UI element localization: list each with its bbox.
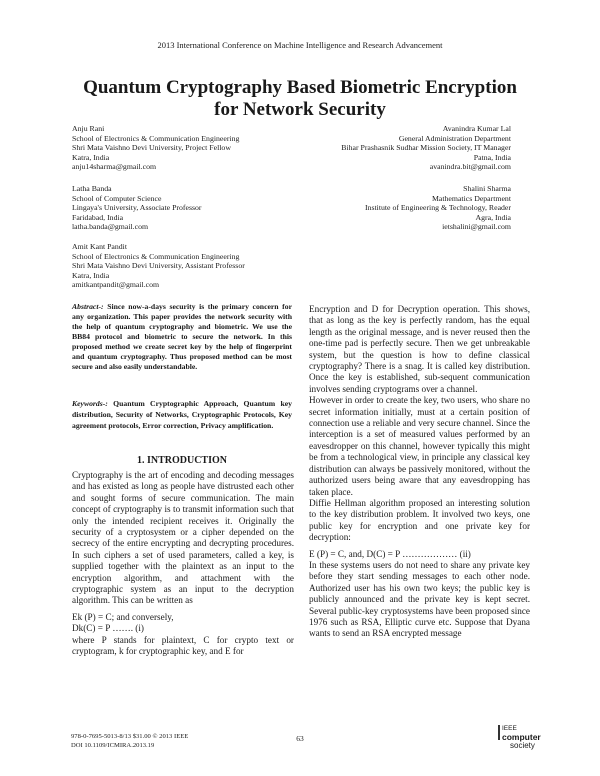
- author-org: Institute of Engineering & Technology, Reader: [364, 203, 511, 213]
- title-line-1: Quantum Cryptography Based Biometric Encryption: [83, 77, 517, 98]
- right-column: [309, 304, 530, 640]
- body-paragraph: Diffie Hellman algorithm proposed an interesting solution to the key distribution problem. It involved two keys, one public key for encryption and one private key for decryption:: [309, 497, 530, 543]
- author-dept: Mathematics Department: [431, 193, 511, 203]
- keywords-text: Quantum Cryptographic Approach, Quantum key distribution, Security of Networks, Cryptographic Protocols, Key agreement protocols, Error correction, Privacy amplification.: [72, 399, 292, 430]
- author-dept: School of Electronics & Communication Engineering: [72, 251, 240, 261]
- intro-paragraph: Cryptography is the art of encoding and decoding messages and has existed as long as people have distrusted each other and sought forms of secure communication. The main concept of cryptography is to transmit information such that only the intended recipient receives it. Originally the security of a cryptosystem or a cipher depended on the secrecy of the entire encrypting and decrypting procedures. In such ciphers a set of used parameters, called a key, is supplied together with the plaintext as an input to the encryption algorithm, and attachment with the cryptographic system as an input to the decryption algorithm. This can be written as: [72, 470, 294, 606]
- author-block-3: [72, 242, 245, 290]
- ieee-computer-society-logo: [480, 725, 552, 755]
- equation-line: Ek (P) = C; and conversely,: [72, 611, 174, 622]
- logo-bot-text: society: [510, 741, 535, 750]
- logo-mid-text: computer: [502, 732, 541, 742]
- footer-doi: DOI 10.1109/ICMIRA.2013.19: [71, 741, 155, 749]
- page-number: 63: [296, 734, 304, 743]
- body-paragraph: However in order to create the key, two users, who share no secret information initially, must at a certain position of connection use a reliable and very secure channel. Since the interception is a set of measured values performed by an eavesdropper on this channel, however typically this might be from a technological view, in principle any classical key distribution can always be passively monitored, without the authorized users being aware that any eavesdropping has taken place.: [309, 395, 530, 497]
- left-column: [72, 470, 294, 658]
- body-paragraph: Encryption and D for Decryption operation. This shows, that as long as the key is perfectly random, has the equal length as the original message, and is never reused then the one-time pad is perfectly secure. Then we get unbreakable system, but the question is how to define classical cryptography? There is a snag. It is called key distribution. Once the key is established, sub-sequent communication involves sending cryptograms over a channel.: [309, 304, 530, 394]
- author-email: ietshalini@gmail.com: [442, 222, 511, 232]
- author-block-4: [341, 124, 511, 172]
- abstract-lead: Abstract-:: [72, 302, 104, 311]
- author-email: latha.banda@gmail.com: [72, 222, 149, 232]
- equation-line: Dk(C) = P ……. (i): [72, 623, 144, 634]
- author-dept: School of Computer Science: [72, 193, 162, 203]
- footer-isbn: 978-0-7695-5013-8/13 $31.00 © 2013 IEEE: [71, 733, 189, 740]
- logo-mark-icon: [498, 725, 500, 740]
- keywords: [72, 398, 292, 431]
- author-location: Katra, India: [72, 270, 110, 280]
- author-location: Agra, India: [475, 212, 511, 222]
- author-name: Amit Kant Pandit: [72, 242, 128, 251]
- author-name: Latha Banda: [72, 184, 112, 193]
- author-email: avanindra.bit@gmail.com: [429, 162, 511, 172]
- body-paragraph: where P stands for plaintext, C for crypto text or cryptogram, k for cryptographic key, and E for: [72, 634, 294, 657]
- conference-header: 2013 International Conference on Machine Intelligence and Research Advancement: [157, 40, 443, 50]
- body-paragraph: In these systems users do not need to share any private key before they start sending messages to each other node. Authorized user has his own two keys; the public key is publicly announced and the private key is kept secret. Several public-key cryptosystems have been proposed since 1976 such as RSA, Elliptic curve etc. Suppose that Dyana wants to send an RSA encrypted message: [309, 559, 530, 639]
- author-location: Patna, India: [473, 152, 511, 162]
- author-location: Katra, India: [72, 152, 110, 162]
- author-name: Anju Rani: [72, 124, 105, 133]
- equation-line: E (P) = C, and, D(C) = P ……………… (ii): [309, 548, 471, 559]
- author-email: anju14sharma@gmail.com: [72, 162, 157, 172]
- author-block-5: [365, 184, 511, 232]
- author-org: Shri Mata Vaishno Devi University, Assistant Professor: [72, 261, 245, 271]
- section-heading-introduction: 1. INTRODUCTION: [136, 455, 227, 466]
- author-dept: General Administration Department: [398, 133, 511, 143]
- author-name: Avanindra Kumar Lal: [442, 124, 511, 133]
- author-org: Lingaya's University, Associate Professor: [72, 203, 202, 213]
- abstract: [72, 302, 292, 372]
- title-line-2: for Network Security: [214, 99, 386, 120]
- author-location: Faridabad, India: [72, 212, 124, 222]
- author-org: Shri Mata Vaishno Devi University, Project Fellow: [72, 143, 231, 153]
- abstract-text: Since now-a-days security is the primary concern for any organization. This paper provides the network security with the help of quantum cryptography and biometric. We use the BB84 protocol and biometric to secure the network. In this proposed method we create secret key by the help of fingerprint and quantum cryptography. Thus proposed method can be most secure and also easily understandable.: [72, 302, 292, 371]
- author-name: Shalini Sharma: [463, 184, 511, 193]
- author-email: amitkantpandit@gmail.com: [72, 280, 160, 290]
- author-block-2: [72, 184, 202, 232]
- paper-title: [40, 77, 560, 121]
- author-dept: School of Electronics & Communication Engineering: [72, 133, 240, 143]
- logo-top-text: IEEE: [502, 725, 517, 732]
- author-org: Bihar Prashasnik Sudhar Mission Society, IT Manager: [341, 143, 511, 153]
- author-block-1: [72, 124, 239, 172]
- keywords-lead: Keywords-:: [72, 399, 108, 408]
